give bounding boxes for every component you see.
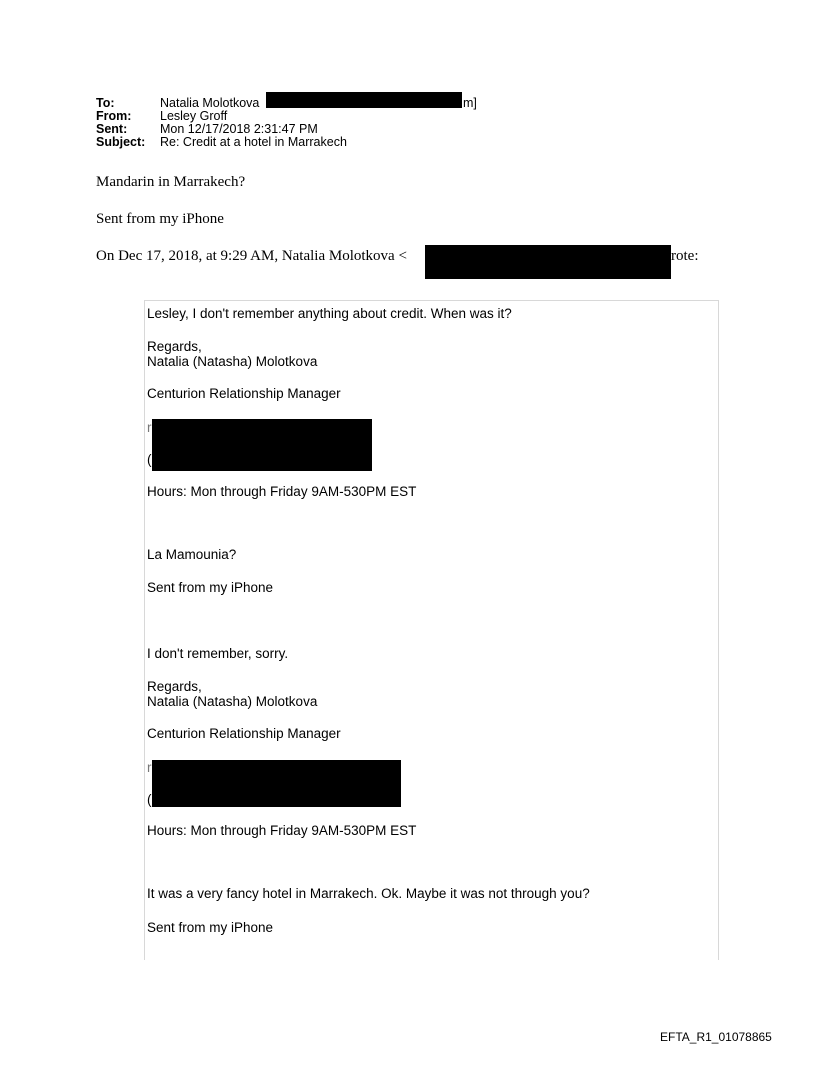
quoted-hours-3: Hours: Mon through Friday 9AM-530PM EST — [147, 823, 417, 838]
quote-intro-end: rote: — [671, 248, 699, 264]
quoted-regards-1: Regards, — [147, 339, 202, 354]
quoted-sent-2: Sent from my iPhone — [147, 580, 274, 595]
sig-fragment: ( — [147, 792, 152, 807]
sent-label: Sent: — [96, 122, 128, 136]
from-label: From: — [96, 109, 132, 123]
quote-intro: On Dec 17, 2018, at 9:29 AM, Natalia Molotkova < — [96, 248, 407, 264]
sig-fragment: ( — [147, 452, 152, 467]
redaction-bar — [266, 92, 462, 108]
quoted-hours-1: Hours: Mon through Friday 9AM-530PM EST — [147, 484, 417, 499]
sig-fragment: r — [147, 420, 152, 435]
to-value: Natalia Molotkova — [160, 96, 260, 110]
quoted-msg-3: I don't remember, sorry. — [147, 646, 289, 661]
quoted-title-3: Centurion Relationship Manager — [147, 726, 341, 741]
body-line-sent-from: Sent from my iPhone — [96, 211, 224, 227]
sent-value: Mon 12/17/2018 2:31:47 PM — [160, 122, 318, 136]
to-label: To: — [96, 96, 115, 110]
quoted-regards-3: Regards, — [147, 679, 202, 694]
quoted-sent-4: Sent from my iPhone — [147, 920, 274, 935]
quoted-title-1: Centurion Relationship Manager — [147, 386, 341, 401]
subject-label: Subject: — [96, 135, 146, 149]
quoted-msg-1: Lesley, I don't remember anything about credit. When was it? — [147, 306, 512, 321]
quoted-name-3: Natalia (Natasha) Molotkova — [147, 694, 318, 709]
from-value: Lesley Groff — [160, 109, 228, 123]
redaction-bar — [152, 760, 401, 807]
quoted-name-1: Natalia (Natasha) Molotkova — [147, 354, 318, 369]
sig-fragment: r — [147, 760, 152, 775]
subject-value: Re: Credit at a hotel in Marrakech — [160, 135, 347, 149]
redaction-bar — [152, 419, 372, 471]
redaction-bar — [425, 245, 671, 279]
to-suffix: m] — [463, 96, 477, 110]
quoted-msg-4: It was a very fancy hotel in Marrakech. Ok. Maybe it was not through you? — [147, 886, 590, 901]
quoted-msg-2: La Mamounia? — [147, 547, 237, 562]
body-line-mandarin: Mandarin in Marrakech? — [96, 174, 246, 190]
bates-number: EFTA_R1_01078865 — [660, 1030, 772, 1044]
